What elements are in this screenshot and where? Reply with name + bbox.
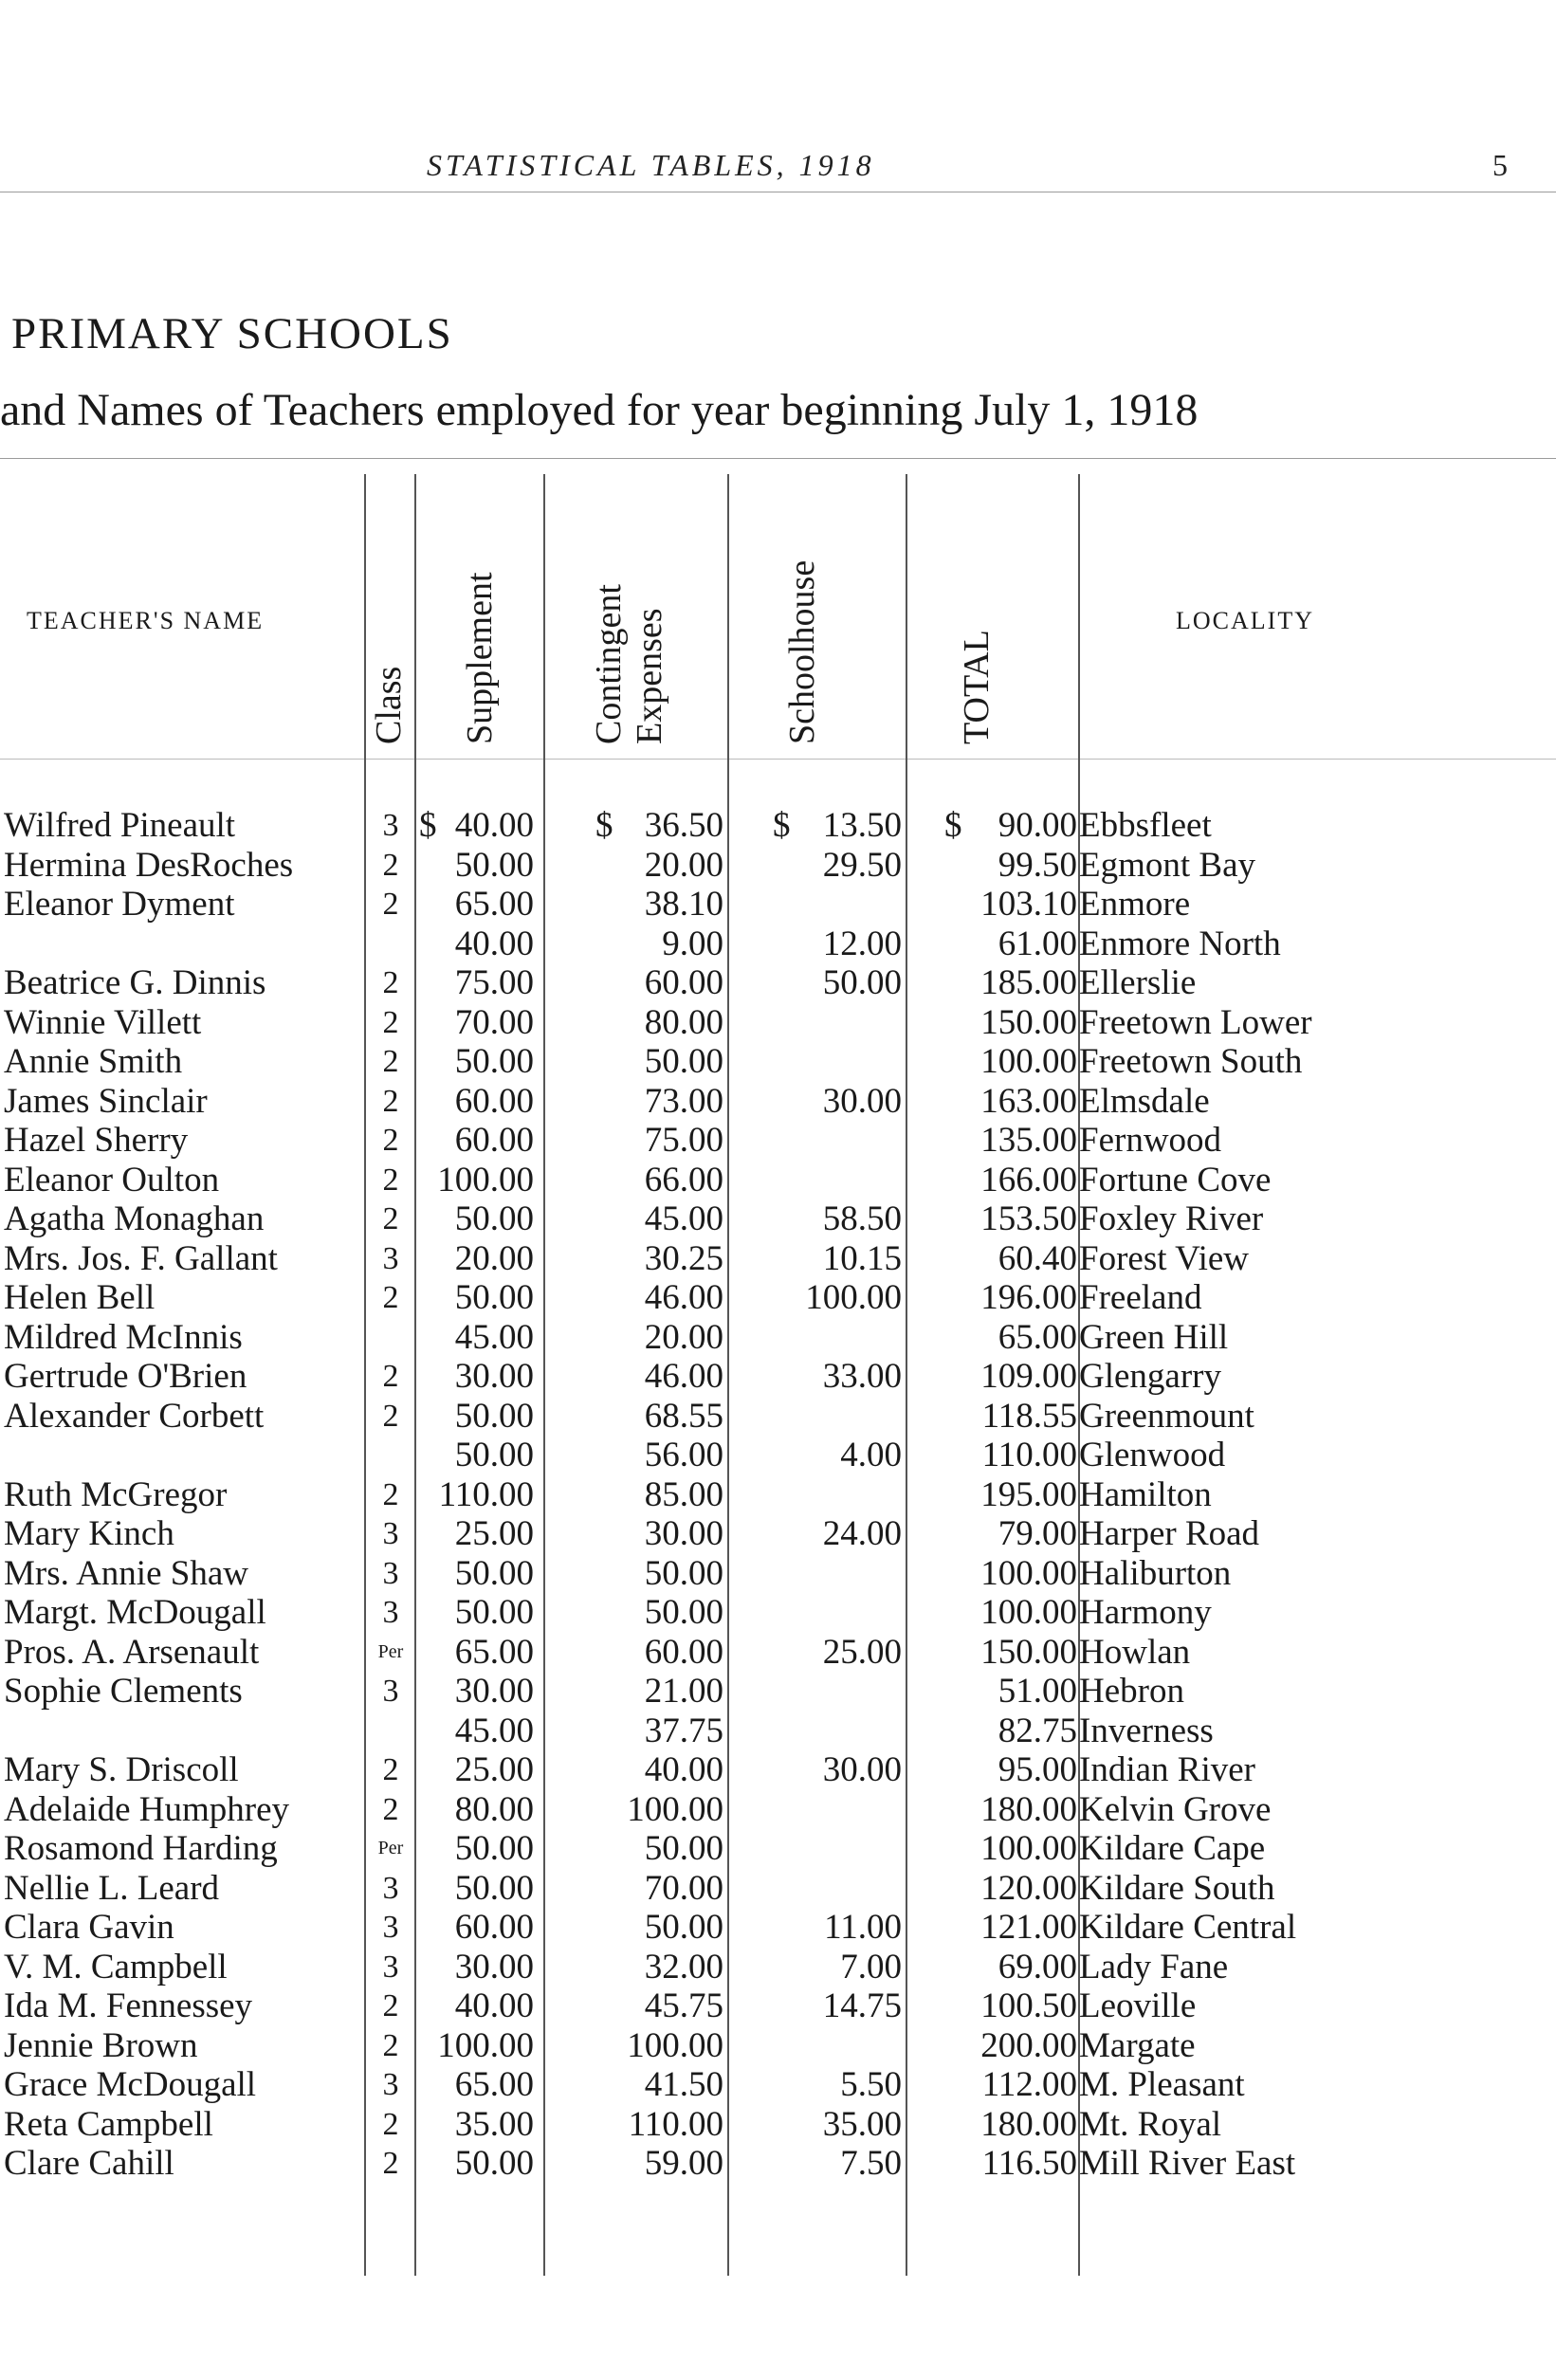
table-row <box>0 1161 1556 1199</box>
total-cell: 196.00 <box>980 1278 1077 1317</box>
supplement-cell: 50.00 <box>454 1278 534 1317</box>
class-cell: 2 <box>382 1791 399 1827</box>
teacher-name: James Sinclair <box>4 1081 208 1121</box>
locality-cell: Hamilton <box>1079 1474 1212 1514</box>
supplement-cell: 40.00 <box>454 806 534 845</box>
total-cell: 180.00 <box>980 1789 1077 1829</box>
locality-cell: Howlan <box>1079 1632 1191 1672</box>
contingent-cell: 68.55 <box>644 1396 723 1436</box>
class-cell: 2 <box>382 1280 399 1315</box>
contingent-cell: 21.00 <box>644 1672 723 1711</box>
locality-cell: Margate <box>1079 2025 1196 2065</box>
supplement-cell: 30.00 <box>454 1672 534 1711</box>
table-row <box>0 1082 1556 1121</box>
total-cell: 103.10 <box>980 885 1077 924</box>
table-row <box>0 1869 1556 1908</box>
class-cell: 2 <box>382 887 399 922</box>
locality-cell: Green Hill <box>1079 1317 1229 1357</box>
total-cell: 65.00 <box>998 1317 1077 1357</box>
locality-cell: Haliburton <box>1079 1553 1232 1593</box>
contingent-cell: 37.75 <box>644 1711 723 1750</box>
locality-cell: Harper Road <box>1079 1514 1260 1553</box>
total-cell: 60.40 <box>998 1238 1077 1278</box>
locality-cell: Mill River East <box>1079 2144 1296 2183</box>
schoolhouse-cell: 29.50 <box>822 845 902 885</box>
class-cell: 2 <box>382 1988 399 2023</box>
contingent-cell: 46.00 <box>644 1278 723 1317</box>
teacher-name: Alexander Corbett <box>4 1396 265 1436</box>
class-cell: 2 <box>382 1398 399 1434</box>
teacher-name: Annie Smith <box>4 1042 183 1081</box>
teacher-name: Wilfred Pineault <box>4 806 236 845</box>
teacher-name: Mrs. Annie Shaw <box>4 1553 248 1593</box>
header-contingent: Contingent <box>589 584 629 744</box>
locality-cell: Kildare South <box>1079 1868 1275 1908</box>
locality-cell: Kildare Central <box>1079 1908 1297 1947</box>
contingent-cell: 20.00 <box>644 845 723 885</box>
class-cell: 2 <box>382 1044 399 1079</box>
locality-cell: Ebbsfleet <box>1079 806 1212 845</box>
teacher-name: Ida M. Fennessey <box>4 1986 253 2025</box>
teacher-name: Beatrice G. Dinnis <box>4 963 266 1002</box>
supplement-dollar-sign: $ <box>419 806 437 845</box>
contingent-cell: 73.00 <box>644 1081 723 1121</box>
contingent-cell: 66.00 <box>644 1160 723 1199</box>
schoolhouse-cell: 5.50 <box>840 2065 902 2104</box>
class-cell: 2 <box>382 1123 399 1158</box>
supplement-cell: 50.00 <box>454 2144 534 2183</box>
contingent-cell: 80.00 <box>644 1002 723 1042</box>
contingent-cell: 70.00 <box>644 1868 723 1908</box>
table-row <box>0 1199 1556 1238</box>
page-number: 5 <box>1492 148 1508 182</box>
contingent-cell: 46.00 <box>644 1357 723 1396</box>
locality-cell: Glenwood <box>1079 1436 1226 1474</box>
supplement-cell: 20.00 <box>454 1238 534 1278</box>
contingent-cell: 50.00 <box>644 1908 723 1947</box>
teacher-name: Mrs. Jos. F. Gallant <box>4 1238 278 1278</box>
total-dollar-sign: $ <box>944 806 962 845</box>
total-cell: 100.00 <box>980 1553 1077 1593</box>
supplement-cell: 50.00 <box>454 1436 534 1474</box>
locality-cell: Indian River <box>1079 1750 1255 1789</box>
total-cell: 95.00 <box>998 1750 1077 1789</box>
locality-cell: Hebron <box>1079 1672 1184 1711</box>
schoolhouse-cell: 58.50 <box>822 1199 902 1238</box>
class-cell: 2 <box>382 1752 399 1787</box>
header-total: TOTAL <box>957 630 997 744</box>
teacher-name: Jennie Brown <box>4 2025 198 2065</box>
contingent-cell: 56.00 <box>644 1436 723 1474</box>
class-cell: 2 <box>382 2146 399 2181</box>
table-row <box>0 1436 1556 1474</box>
table-row <box>0 1986 1556 2025</box>
supplement-cell: 30.00 <box>454 1947 534 1986</box>
header-expenses: Expenses <box>630 608 669 744</box>
class-cell: 3 <box>382 1555 399 1591</box>
teacher-name: Grace McDougall <box>4 2065 257 2104</box>
class-cell: 2 <box>382 1359 399 1394</box>
contingent-cell: 20.00 <box>644 1317 723 1357</box>
contingent-cell: 9.00 <box>662 924 723 963</box>
total-cell: 79.00 <box>998 1514 1077 1553</box>
supplement-cell: 25.00 <box>454 1750 534 1789</box>
locality-cell: Leoville <box>1079 1986 1197 2025</box>
total-cell: 150.00 <box>980 1002 1077 1042</box>
class-cell: 3 <box>382 2067 399 2102</box>
contingent-cell: 60.00 <box>644 1632 723 1672</box>
table-row <box>0 925 1556 963</box>
total-cell: 121.00 <box>980 1908 1077 1947</box>
teacher-name: Mildred McInnis <box>4 1317 243 1357</box>
supplement-cell: 50.00 <box>454 1829 534 1868</box>
schoolhouse-cell: 4.00 <box>840 1436 902 1474</box>
teacher-name: Eleanor Oulton <box>4 1160 220 1199</box>
total-cell: 166.00 <box>980 1160 1077 1199</box>
table-row <box>0 2144 1556 2183</box>
contingent-cell: 30.25 <box>644 1238 723 1278</box>
class-cell: 3 <box>382 808 399 843</box>
total-cell: 118.55 <box>981 1396 1077 1436</box>
table-row <box>0 1829 1556 1868</box>
teacher-name: Clara Gavin <box>4 1908 174 1947</box>
contingent-cell: 50.00 <box>644 1593 723 1632</box>
supplement-cell: 40.00 <box>454 1986 534 2025</box>
teacher-name: Hazel Sherry <box>4 1121 189 1160</box>
class-cell: 3 <box>382 1240 399 1276</box>
class-cell: 2 <box>382 2106 399 2142</box>
schoolhouse-cell: 13.50 <box>822 806 902 845</box>
table-row <box>0 1475 1556 1514</box>
class-cell: 3 <box>382 1674 399 1709</box>
contingent-cell: 50.00 <box>644 1829 723 1868</box>
locality-cell: Enmore North <box>1079 924 1281 963</box>
supplement-cell: 35.00 <box>454 2104 534 2144</box>
contingent-cell: 75.00 <box>644 1121 723 1160</box>
class-cell: 3 <box>382 1516 399 1551</box>
supplement-cell: 75.00 <box>454 963 534 1002</box>
total-cell: 109.00 <box>980 1357 1077 1396</box>
total-cell: 100.00 <box>980 1829 1077 1868</box>
supplement-cell: 50.00 <box>454 1396 534 1436</box>
teacher-name: Hermina DesRoches <box>4 845 294 885</box>
locality-cell: Egmont Bay <box>1079 845 1256 885</box>
schoolhouse-cell: 14.75 <box>822 1986 902 2025</box>
locality-cell: Freetown Lower <box>1079 1002 1312 1042</box>
class-cell: 2 <box>382 2027 399 2063</box>
total-cell: 100.00 <box>980 1042 1077 1081</box>
supplement-cell: 50.00 <box>454 1553 534 1593</box>
table-row <box>0 1948 1556 1986</box>
locality-cell: Harmony <box>1079 1593 1212 1632</box>
contingent-cell: 59.00 <box>644 2144 723 2183</box>
table-row <box>0 846 1556 885</box>
supplement-cell: 65.00 <box>454 1632 534 1672</box>
contingent-cell: 110.00 <box>628 2104 723 2144</box>
locality-cell: Ellerslie <box>1079 963 1197 1002</box>
supplement-cell: 100.00 <box>437 1160 534 1199</box>
title-rule <box>0 458 1556 459</box>
schoolhouse-cell: 7.50 <box>840 2144 902 2183</box>
table-row <box>0 1042 1556 1081</box>
table-row <box>0 1239 1556 1278</box>
contingent-cell: 41.50 <box>644 2065 723 2104</box>
total-cell: 61.00 <box>998 924 1077 963</box>
header-schoolhouse: Schoolhouse <box>782 559 822 744</box>
header-teacher-name: TEACHER'S NAME <box>27 607 265 634</box>
locality-cell: Foxley River <box>1079 1199 1264 1238</box>
table-row <box>0 1357 1556 1396</box>
class-cell: 2 <box>382 1476 399 1512</box>
contingent-cell: 100.00 <box>627 1789 723 1829</box>
locality-cell: Glengarry <box>1079 1357 1221 1396</box>
supplement-cell: 50.00 <box>454 1868 534 1908</box>
contingent-dollar-sign: $ <box>595 806 613 845</box>
contingent-cell: 50.00 <box>644 1553 723 1593</box>
table-row <box>0 1397 1556 1436</box>
schoolhouse-cell: 7.00 <box>840 1947 902 1986</box>
contingent-cell: 85.00 <box>644 1474 723 1514</box>
supplement-cell: 60.00 <box>454 1121 534 1160</box>
teacher-name: Nellie L. Leard <box>4 1868 220 1908</box>
total-cell: 153.50 <box>980 1199 1077 1238</box>
locality-cell: Mt. Royal <box>1079 2104 1222 2144</box>
supplement-cell: 100.00 <box>437 2025 534 2065</box>
schoolhouse-cell: 12.00 <box>822 924 902 963</box>
contingent-cell: 100.00 <box>627 2025 723 2065</box>
total-cell: 135.00 <box>980 1121 1077 1160</box>
teacher-name: Winnie Villett <box>4 1002 202 1042</box>
supplement-cell: 50.00 <box>454 1593 534 1632</box>
schoolhouse-cell: 24.00 <box>822 1514 902 1553</box>
class-cell: 2 <box>382 965 399 1000</box>
contingent-cell: 32.00 <box>644 1947 723 1986</box>
header-locality: LOCALITY <box>1176 607 1314 634</box>
teacher-name: Helen Bell <box>4 1278 156 1317</box>
supplement-cell: 65.00 <box>454 885 534 924</box>
total-cell: 90.00 <box>998 806 1077 845</box>
locality-cell: Elmsdale <box>1079 1081 1210 1121</box>
class-cell: 2 <box>382 1083 399 1119</box>
supplement-cell: 65.00 <box>454 2065 534 2104</box>
schoolhouse-cell: 30.00 <box>822 1081 902 1121</box>
teacher-name: Margt. McDougall <box>4 1593 266 1632</box>
teacher-name: Agatha Monaghan <box>4 1199 265 1238</box>
contingent-cell: 50.00 <box>644 1042 723 1081</box>
schoolhouse-cell: 100.00 <box>805 1278 902 1317</box>
contingent-cell: 40.00 <box>644 1750 723 1789</box>
class-cell: 2 <box>382 847 399 883</box>
total-cell: 100.50 <box>980 1986 1077 2025</box>
locality-cell: M. Pleasant <box>1079 2065 1245 2104</box>
schoolhouse-dollar-sign: $ <box>773 806 791 845</box>
total-cell: 150.00 <box>980 1632 1077 1672</box>
supplement-cell: 80.00 <box>454 1789 534 1829</box>
page-title: PRIMARY SCHOOLS <box>11 309 453 358</box>
teacher-name: Reta Campbell <box>4 2104 213 2144</box>
contingent-cell: 36.50 <box>644 806 723 845</box>
locality-cell: Fortune Cove <box>1079 1160 1272 1199</box>
table-row <box>0 1790 1556 1829</box>
total-cell: 200.00 <box>980 2025 1077 2065</box>
supplement-cell: 110.00 <box>438 1474 534 1514</box>
schoolhouse-cell: 10.15 <box>822 1238 902 1278</box>
teacher-name: Ruth McGregor <box>4 1474 228 1514</box>
supplement-cell: 30.00 <box>454 1357 534 1396</box>
supplement-cell: 60.00 <box>454 1908 534 1947</box>
table-row <box>0 1278 1556 1317</box>
table-row <box>0 2026 1556 2065</box>
header-class: Class <box>369 666 409 744</box>
teacher-name: Rosamond Harding <box>4 1829 278 1868</box>
total-cell: 100.00 <box>980 1593 1077 1632</box>
teacher-name: V. M. Campbell <box>4 1947 228 1986</box>
teacher-name: Clare Cahill <box>4 2144 174 2183</box>
locality-cell: Kelvin Grove <box>1079 1789 1272 1829</box>
teacher-name: Gertrude O'Brien <box>4 1357 247 1396</box>
locality-cell: Freetown South <box>1079 1042 1303 1081</box>
teacher-name: Sophie Clements <box>4 1672 243 1711</box>
supplement-cell: 50.00 <box>454 1042 534 1081</box>
table-row <box>0 963 1556 1002</box>
table-row <box>0 1554 1556 1593</box>
schoolhouse-cell: 50.00 <box>822 963 902 1002</box>
class-cell: 2 <box>382 1004 399 1040</box>
supplement-cell: 40.00 <box>454 924 534 963</box>
table-row <box>0 1514 1556 1553</box>
table-row <box>0 1712 1556 1750</box>
header-supplement: Supplement <box>460 572 500 744</box>
locality-cell: Forest View <box>1079 1238 1250 1278</box>
locality-cell: Fernwood <box>1079 1121 1222 1160</box>
supplement-cell: 50.00 <box>454 1199 534 1238</box>
table-row <box>0 1750 1556 1789</box>
total-cell: 82.75 <box>998 1711 1077 1750</box>
teacher-name: Mary Kinch <box>4 1514 174 1553</box>
contingent-cell: 38.10 <box>644 885 723 924</box>
total-cell: 195.00 <box>980 1474 1077 1514</box>
locality-cell: Kildare Cape <box>1079 1829 1266 1868</box>
class-cell: 2 <box>382 1162 399 1198</box>
page-subtitle: and Names of Teachers employed for year beginning July 1, 1918 <box>0 385 1199 435</box>
teacher-name: Mary S. Driscoll <box>4 1750 239 1789</box>
table-row <box>0 1593 1556 1632</box>
contingent-cell: 30.00 <box>644 1514 723 1553</box>
schoolhouse-cell: 35.00 <box>822 2104 902 2144</box>
contingent-cell: 45.00 <box>644 1199 723 1238</box>
table-row <box>0 1633 1556 1672</box>
supplement-cell: 60.00 <box>454 1081 534 1121</box>
table-row <box>0 1908 1556 1947</box>
header-bottom-rule <box>0 759 1556 760</box>
class-cell: 2 <box>382 1201 399 1236</box>
contingent-cell: 45.75 <box>644 1986 723 2025</box>
locality-cell: Inverness <box>1079 1711 1214 1750</box>
total-cell: 110.00 <box>981 1436 1077 1474</box>
class-cell: Per <box>377 1640 404 1662</box>
total-cell: 120.00 <box>980 1868 1077 1908</box>
supplement-cell: 25.00 <box>454 1514 534 1553</box>
class-cell: 3 <box>382 1949 399 1985</box>
table-row <box>0 1121 1556 1160</box>
total-cell: 99.50 <box>998 845 1077 885</box>
total-cell: 185.00 <box>980 963 1077 1002</box>
locality-cell: Lady Fane <box>1079 1947 1229 1986</box>
table-row <box>0 885 1556 924</box>
table-row <box>0 1318 1556 1357</box>
supplement-cell: 45.00 <box>454 1317 534 1357</box>
running-title: STATISTICAL TABLES, 1918 <box>427 148 875 182</box>
contingent-cell: 60.00 <box>644 963 723 1002</box>
total-cell: 180.00 <box>980 2104 1077 2144</box>
total-cell: 51.00 <box>998 1672 1077 1711</box>
schoolhouse-cell: 33.00 <box>822 1357 902 1396</box>
total-cell: 69.00 <box>998 1947 1077 1986</box>
class-cell: 3 <box>382 1910 399 1945</box>
supplement-cell: 45.00 <box>454 1711 534 1750</box>
schoolhouse-cell: 25.00 <box>822 1632 902 1672</box>
class-cell: 3 <box>382 1595 399 1630</box>
teacher-name: Eleanor Dyment <box>4 885 235 924</box>
class-cell: Per <box>377 1838 404 1858</box>
supplement-cell: 50.00 <box>454 845 534 885</box>
table-row <box>0 2105 1556 2144</box>
table-row <box>0 1672 1556 1711</box>
total-cell: 163.00 <box>980 1081 1077 1121</box>
table-row <box>0 806 1556 845</box>
supplement-cell: 70.00 <box>454 1002 534 1042</box>
locality-cell: Freeland <box>1079 1278 1202 1317</box>
locality-cell: Enmore <box>1079 885 1191 924</box>
total-cell: 112.00 <box>981 2065 1077 2104</box>
teacher-name: Pros. A. Arsenault <box>4 1632 260 1672</box>
schoolhouse-cell: 11.00 <box>824 1908 902 1947</box>
locality-cell: Greenmount <box>1079 1396 1254 1436</box>
class-cell: 3 <box>382 1870 399 1906</box>
total-cell: 116.50 <box>981 2144 1077 2183</box>
table-row <box>0 2065 1556 2104</box>
schoolhouse-cell: 30.00 <box>822 1750 902 1789</box>
teacher-name: Adelaide Humphrey <box>4 1789 290 1829</box>
table-row <box>0 1003 1556 1042</box>
